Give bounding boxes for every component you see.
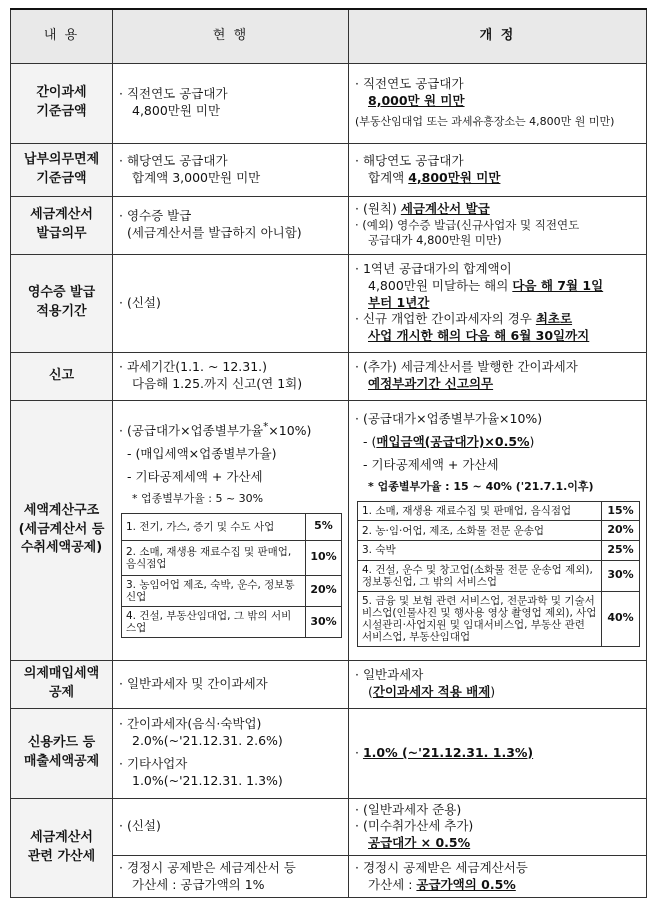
revised-cell: · (일반과세자 준용) · (미수취가산세 추가) 공급대가 × 0.5% <box>349 798 647 856</box>
rate-row: 4. 건설, 부동산임대업, 그 밖의 서비스업 30% <box>122 606 342 637</box>
row-receipt-period <box>11 254 647 352</box>
current-cell: · 경정시 공제받은 세금계산서 등 가산세 : 공급가액의 1% <box>113 856 349 898</box>
row-simplified-tax-threshold <box>11 63 647 143</box>
rate-row: 3. 농임어업 제조, 숙박, 운수, 정보통신업 20% <box>122 575 342 606</box>
item-cell: 세금계산서 관련 가산세 <box>11 798 113 898</box>
current-rate-table <box>121 513 342 638</box>
revised-cell: · 직전연도 공급대가 8,000만 원 미만 (부동산임대업 또는 과세유흥장소는 4,800만 원 미만) <box>349 63 647 143</box>
rate-row: 1. 소매, 재생용 재료수집 및 판매업, 음식점업 15% <box>358 501 640 521</box>
current-cell: · (신설) <box>113 798 349 856</box>
header-revised: 개 정 <box>349 9 647 63</box>
row-filing <box>11 352 647 400</box>
revised-cell: · (원칙) 세금계산서 발급 · (예외) 영수증 발급(신규사업자 및 직전연도 공급대가 4,800만원 미만) <box>349 196 647 254</box>
row-invoice-duty <box>11 196 647 254</box>
item-cell: 신용카드 등 매출세액공제 <box>11 708 113 798</box>
rate-row: 1. 전기, 가스, 증기 및 수도 사업 5% <box>122 513 342 540</box>
revised-cell: · 일반과세자 (간이과세자 적용 배제) <box>349 660 647 708</box>
row-deemed-input-tax <box>11 660 647 708</box>
revised-exception: (부동산임대업 또는 과세유흥장소는 4,800만 원 미만) <box>355 115 615 129</box>
rate-row: 5. 금융 및 보험 관련 서비스업, 전문과학 및 기술서비스업(인물사진 및 행사용 영상 촬영업 제외), 사업시설관리·사업지원 및 임대서비스업, 부동산 관련 서비스업, 부동산임대업 40% <box>358 591 640 646</box>
header-row <box>11 9 647 63</box>
rate-row: 2. 농·임·어업, 제조, 소화물 전문 운송업 20% <box>358 521 640 541</box>
current-cell: · 영수증 발급 (세금계산서를 발급하지 아니함) <box>113 196 349 254</box>
current-cell: · 해당연도 공급대가 합계액 3,000만원 미만 <box>113 143 349 196</box>
current-cell: · (신설) <box>113 254 349 352</box>
revised-cell: · 경정시 공제받은 세금계산서등 가산세 : 공급가액의 0.5% <box>349 856 647 898</box>
comparison-table <box>10 8 647 898</box>
item-cell: 세금계산서 발급의무 <box>11 196 113 254</box>
rate-row: 3. 숙박 25% <box>358 540 640 560</box>
row-credit-card-deduction <box>11 708 647 798</box>
rate-row: 4. 건설, 운수 및 창고업(소화물 전문 운송업 제외), 정보통신업, 그 밖의 서비스업 30% <box>358 560 640 591</box>
revised-rate-table <box>357 501 640 647</box>
revised-cell: · 해당연도 공급대가 합계액 4,800만원 미만 <box>349 143 647 196</box>
item-cell: 신고 <box>11 352 113 400</box>
rate-row: 2. 소매, 재생용 재료수집 및 판매업, 음식점업 10% <box>122 540 342 575</box>
revised-cell: · 1역년 공급대가의 합계액이 4,800만원 미달하는 해의 다음 해 7월 1일 부터 1년간 · 신규 개업한 간이과세자의 경우 최초로 사업 개시한 해의 다음 해 6월 30일까지 <box>349 254 647 352</box>
revised-threshold: 8,000만 원 미만 <box>368 92 465 108</box>
current-cell: · 일반과세자 및 간이과세자 <box>113 660 349 708</box>
row-payment-exemption <box>11 143 647 196</box>
row-invoice-penalty-a <box>11 798 647 856</box>
item-cell: 영수증 발급 적용기간 <box>11 254 113 352</box>
revised-cell: · (추가) 세금계산서를 발행한 간이과세자 예정부과기간 신고의무 <box>349 352 647 400</box>
item-cell: 납부의무면제 기준금액 <box>11 143 113 196</box>
current-cell: · 간이과세자(음식·숙박업) 2.0%(~'21.12.31. 2.6%) · 기타사업자 1.0%(~'21.12.31. 1.3%) <box>113 708 349 798</box>
current-cell: · 직전연도 공급대가 4,800만원 미만 <box>113 63 349 143</box>
header-current: 현 행 <box>113 9 349 63</box>
revised-cell: · 1.0% (~'21.12.31. 1.3%) <box>349 708 647 798</box>
item-cell: 간이과세 기준금액 <box>11 63 113 143</box>
revised-cell: · (공급대가×업종별부가율×10%) - (매입금액(공급대가)×0.5%) - 기타공제세액 + 가산세 * 업종별부가율 : 15 ~ 40% ('21.7.1.이후) 1. 소매, 재생용 재료수집 및 판매업, 음식점업 15% 2. 농·임·어업, 제조, 소화물 전문 운송업 20% 3. 숙박 25% 4. 건설, 운수 및 창고업(소화물 전문 운송업 제외), 정보통신업, 그 밖의 서비스업 30% 5. 금융 및 보험 관련 서비스업, 전문과학 및 기술서비스업(인물사진 및 행사용 영상 촬영업 제외), 사업시설관리·사업지원 및 임대서비스업, 부동산 관련 서비스업, 부동산임대업 40% <box>349 400 647 660</box>
current-cell: · 과세기간(1.1. ~ 12.31.) 다음해 1.25.까지 신고(연 1회) <box>113 352 349 400</box>
row-tax-calculation <box>11 400 647 660</box>
item-cell: 의제매입세액 공제 <box>11 660 113 708</box>
header-item: 내 용 <box>11 9 113 63</box>
item-cell: 세액계산구조 (세금계산서 등 수취세액공제) <box>11 400 113 660</box>
current-cell: · (공급대가×업종별부가율*×10%) - (매입세액×업종별부가율) - 기타공제세액 + 가산세 * 업종별부가율 : 5 ~ 30% 1. 전기, 가스, 증기 및 수도 사업 5% 2. 소매, 재생용 재료수집 및 판매업, 음식점업 10% 3. 농임어업 제조, 숙박, 운수, 정보통신업 20% 4. 건설, 부동산임대업, 그 밖의 서비스업 30% <box>113 400 349 660</box>
